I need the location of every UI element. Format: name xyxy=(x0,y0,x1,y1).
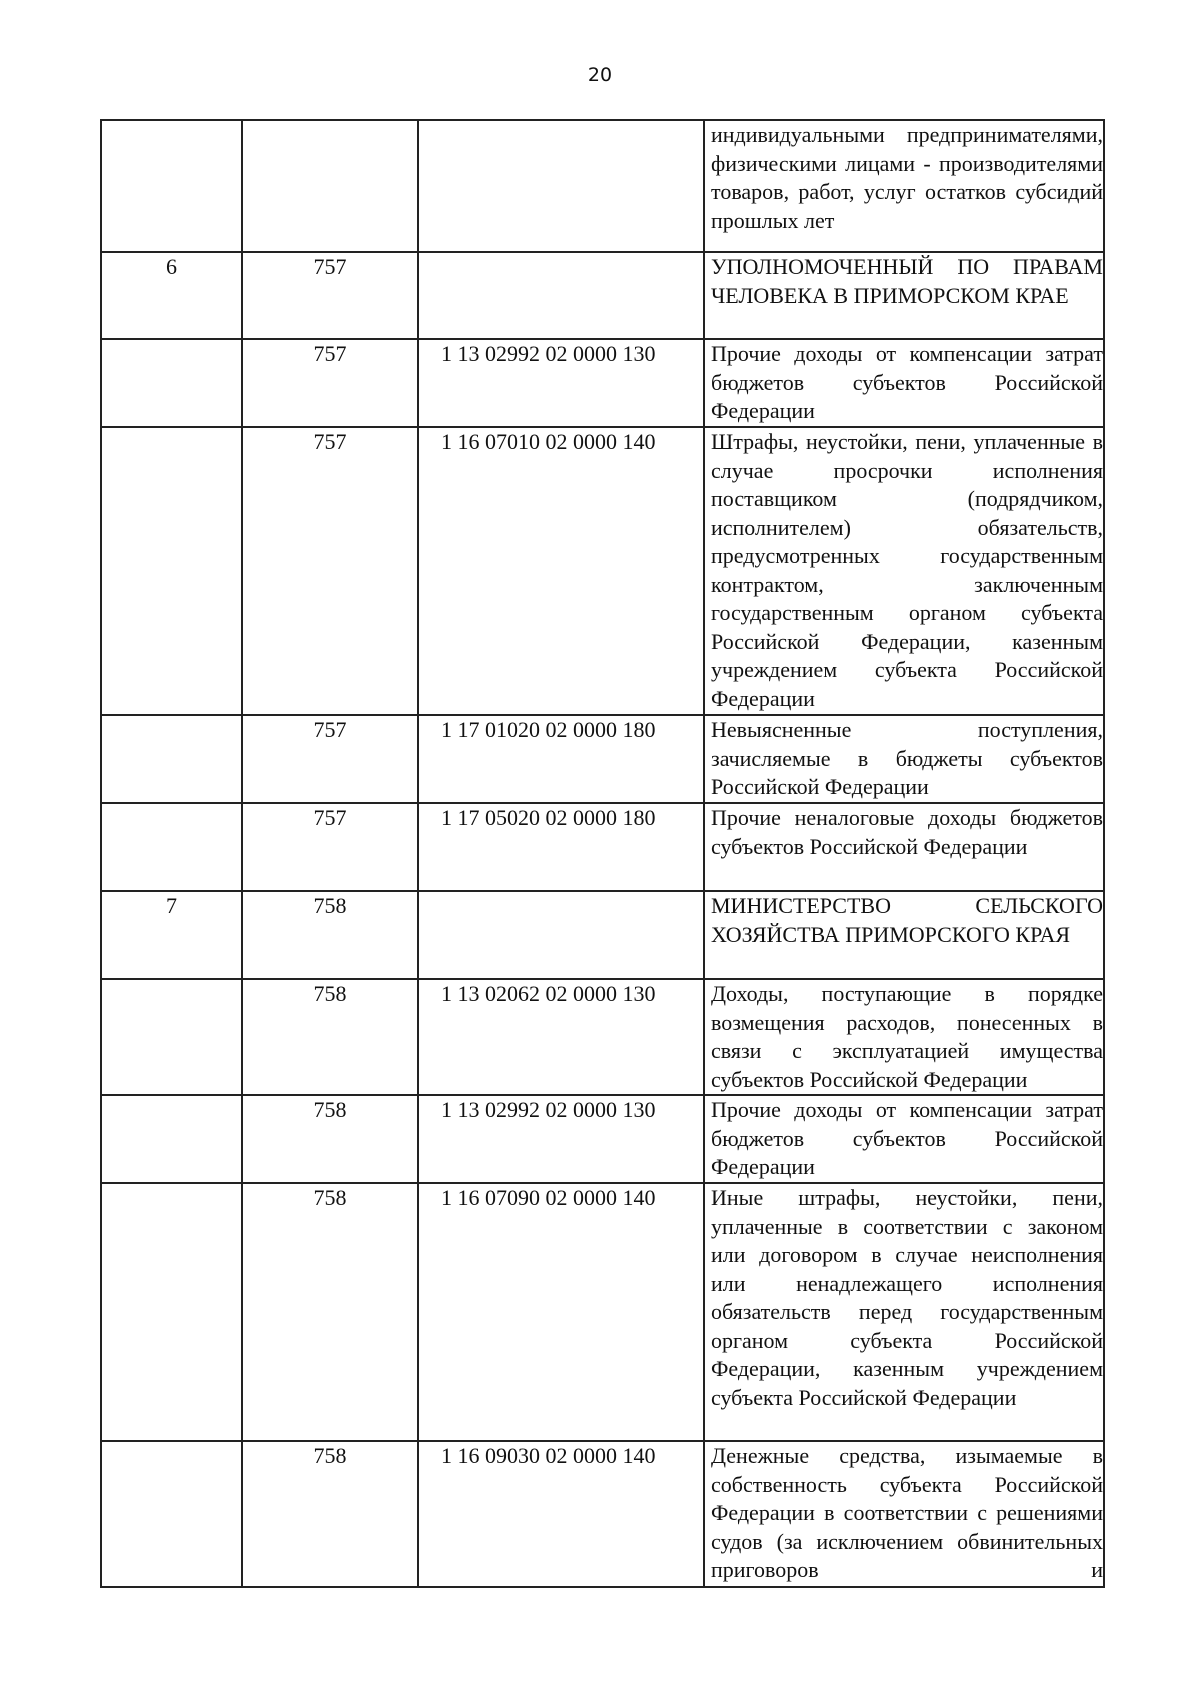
admin-code-cell: 757 xyxy=(242,252,418,339)
admin-code-cell: 758 xyxy=(242,1095,418,1183)
table-row xyxy=(101,803,1104,891)
description-cell: Прочие доходы от компенсации затрат бюджетов субъектов Российской Федерации xyxy=(704,339,1104,427)
description-cell: Штрафы, неустойки, пени, уплаченные в случае просрочки исполнения поставщиком (подрядчиком, исполнителем) обязательств, предусмотренных государственным контрактом, заключенным государственным органом субъекта Российской Федерации, казенным учреждением субъекта Российской Федерации xyxy=(704,427,1104,715)
table-row xyxy=(101,427,1104,715)
income-code-cell: 1 16 07090 02 0000 140 xyxy=(418,1183,704,1441)
income-code-cell: 1 17 01020 02 0000 180 xyxy=(418,715,704,803)
row-number-cell xyxy=(101,1183,242,1441)
admin-code-cell xyxy=(242,120,418,252)
table-row xyxy=(101,1183,1104,1441)
description-cell: индивидуальными предпринимателями, физическими лицами - производителями товаров, работ, услуг остатков субсидий прошлых лет xyxy=(704,120,1104,252)
admin-code-cell: 757 xyxy=(242,715,418,803)
department-name-cell: МИНИСТЕРСТВО СЕЛЬСКОГО ХОЗЯЙСТВА ПРИМОРСКОГО КРАЯ xyxy=(704,891,1104,979)
table-row xyxy=(101,715,1104,803)
admin-code-cell: 758 xyxy=(242,891,418,979)
income-code-cell: 1 13 02992 02 0000 130 xyxy=(418,1095,704,1183)
table-row xyxy=(101,1095,1104,1183)
row-number-cell xyxy=(101,979,242,1095)
row-number-cell xyxy=(101,803,242,891)
row-number-cell xyxy=(101,715,242,803)
admin-code-cell: 758 xyxy=(242,1183,418,1441)
income-code-cell: 1 16 09030 02 0000 140 xyxy=(418,1441,704,1587)
description-cell: Невыясненные поступления, зачисляемые в бюджеты субъектов Российской Федерации xyxy=(704,715,1104,803)
income-code-cell xyxy=(418,252,704,339)
department-name-cell: УПОЛНОМОЧЕННЫЙ ПО ПРАВАМ ЧЕЛОВЕКА В ПРИМОРСКОМ КРАЕ xyxy=(704,252,1104,339)
income-codes-table xyxy=(100,119,1105,1588)
description-cell: Прочие доходы от компенсации затрат бюджетов субъектов Российской Федерации xyxy=(704,1095,1104,1183)
admin-code-cell: 757 xyxy=(242,339,418,427)
table-row xyxy=(101,1441,1104,1587)
table-row xyxy=(101,979,1104,1095)
admin-code-cell: 757 xyxy=(242,803,418,891)
row-number-cell xyxy=(101,120,242,252)
income-code-cell: 1 16 07010 02 0000 140 xyxy=(418,427,704,715)
income-code-cell xyxy=(418,891,704,979)
row-number-cell: 6 xyxy=(101,252,242,339)
description-cell: Иные штрафы, неустойки, пени, уплаченные в соответствии с законом или договором в случае неисполнения или ненадлежащего исполнения обязательств перед государственным органом субъекта Российской Федерации, казенным учреждением субъекта Российской Федерации xyxy=(704,1183,1104,1441)
income-code-cell: 1 17 05020 02 0000 180 xyxy=(418,803,704,891)
table-row xyxy=(101,252,1104,339)
income-code-cell: 1 13 02992 02 0000 130 xyxy=(418,339,704,427)
income-code-cell xyxy=(418,120,704,252)
admin-code-cell: 758 xyxy=(242,979,418,1095)
table-row xyxy=(101,339,1104,427)
income-code-cell: 1 13 02062 02 0000 130 xyxy=(418,979,704,1095)
row-number-cell: 7 xyxy=(101,891,242,979)
admin-code-cell: 757 xyxy=(242,427,418,715)
description-cell: Денежные средства, изымаемые в собственность субъекта Российской Федерации в соответствии с решениями судов (за исключением обвинительных приговоров и xyxy=(704,1441,1104,1587)
table-row xyxy=(101,891,1104,979)
row-number-cell xyxy=(101,427,242,715)
admin-code-cell: 758 xyxy=(242,1441,418,1587)
page-number: 20 xyxy=(587,64,613,86)
description-cell: Прочие неналоговые доходы бюджетов субъектов Российской Федерации xyxy=(704,803,1104,891)
table-row xyxy=(101,120,1104,252)
description-cell: Доходы, поступающие в порядке возмещения расходов, понесенных в связи с эксплуатацией имущества субъектов Российской Федерации xyxy=(704,979,1104,1095)
row-number-cell xyxy=(101,1095,242,1183)
row-number-cell xyxy=(101,339,242,427)
row-number-cell xyxy=(101,1441,242,1587)
